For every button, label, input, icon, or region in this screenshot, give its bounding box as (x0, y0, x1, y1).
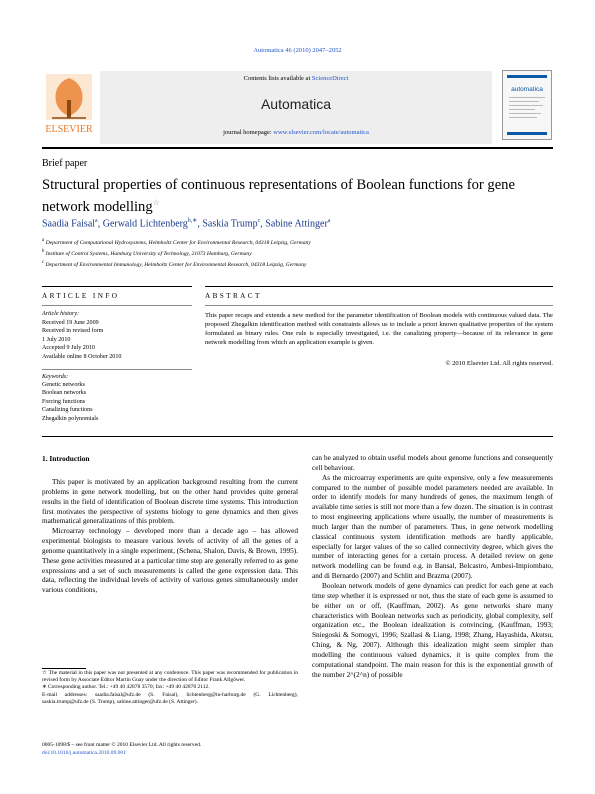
keyword: Boolean networks (42, 390, 87, 396)
author-affil-mark[interactable]: a (95, 218, 98, 224)
author-name[interactable]: Saadia Faisal (42, 218, 96, 230)
history-label: Article history: (42, 311, 80, 317)
keywords-rule (42, 369, 192, 370)
affiliation (42, 260, 307, 268)
journal-reference[interactable]: Automatica 46 (2010) 2047–2052 (253, 47, 342, 54)
abstract-heading: ABSTRACT (205, 292, 262, 300)
article-info-subrule (42, 305, 192, 306)
affiliation-mark: b (42, 249, 45, 254)
paper-title (42, 176, 557, 216)
footnote: ∗ Corresponding author. Tel.: +49 40 42878 3570; fax: +49 40 42878 2112. (42, 684, 210, 691)
affiliation-text: Institute of Control Systems, Hamburg University of Technology, 21073 Hamburg, Germany (45, 250, 252, 257)
copyright-notice: © 2010 Elsevier Ltd. All rights reserved. (445, 360, 553, 367)
history-item: Available online 8 October 2010 (42, 354, 122, 360)
affiliation-text: Department of Environmental Immunology, Helmholtz Center for Environmental Research, 04318 Leipzig, Germany (45, 261, 307, 268)
affiliation-mark: a (42, 238, 45, 243)
author-affil-mark[interactable]: b,∗ (187, 218, 198, 224)
body-paragraph: As the microarray experiments are quite expensive, only a few measurements compared to the number of possible model parameters needed are available. In order to identify models for many hundreds of genes, the maximum length of available time series is still not more than a few dozen. The situation is in contrast to most engineering applications where usually, the number of measurements is much larger than the number of parameters. Thus, in gene network modelling classical continuous system identification methods are hardly applicable, especially for larger values of the so called connectivity degree, which gives the number of interacting genes for a certain process. A detailed review on gene network modelling can be found e.g. in Bansal, Belcastro, Ambesi-Impiombato, and di Bernardo (2007) and Schlitt and Brazma (2007). (312, 473, 553, 581)
keyword: Zhegalkin polynomials (42, 416, 99, 422)
history-item: Received 19 June 2009 (42, 320, 99, 326)
affiliation-mark: c (42, 260, 45, 265)
body-rule (42, 436, 553, 437)
affiliation (42, 249, 252, 257)
body-paragraph: Boolean network models of gene dynamics can predict for each gene at each time step whether it is expressed or not, thus the state of each gene is assumed to be either on or off, (Kauffman, 2002). As gene networks share many characteristics with Boolean networks such as periodicity, global complexity, self organization etc., the Boolean idealization is convincing, (Kauffman, 1993; Sniegoski & Somogyi, 1996; Szallasi & Liang, 1998; Zhang, Hayashida, Akutsu, Ching, & Ng, 2007). Although this idealization might seem simpler than modelling the continuous valued dynamics, it is quite complex from the computational standpoint. The main reason for this is the exponential growth of the number 2^(2^n) of possible (312, 581, 553, 679)
article-type: Brief paper (42, 158, 88, 169)
homepage-line (100, 129, 492, 136)
contents-prefix: Contents lists available at (243, 75, 312, 82)
body-paragraph: can be analyzed to obtain useful models about genome functions and consequently cell behaviour. (312, 454, 553, 472)
author-name[interactable]: Sabine Attinger (265, 218, 328, 230)
article-info-heading: ARTICLE INFO (42, 292, 120, 300)
abstract-text: This paper recaps and extends a new method for the parameter identification of Boolean models with continuous valued data. The proposed Zhegalkin identification method with constraints allows us to include a priori known qualitative properties of the system formulated as binary rules. One rule is especially investigated, i.e. the canalizing property—because of its relevance in gene network modelling from which an application example is given. (205, 312, 553, 346)
body-paragraph: This paper is motivated by an application background resulting from the current problems in gene network modelling, but on the other hand provides quite general results in the field of identification of Boolean discrete time systems. This introduction first motivates the perspective of systems biology to gene dynamics and then gives mathematical generalizations of this problem. (42, 478, 298, 526)
sciencedirect-link[interactable]: ScienceDirect (311, 75, 349, 82)
paper-title-text: Structural properties of continuous representations of Boolean functions for gene network modelling (42, 177, 515, 215)
keywords-label: Keywords: (42, 374, 69, 380)
body-column-left (42, 478, 298, 596)
affiliation-text: Department of Computational Hydrosystems, Helmholtz Center for Environmental Research, 04318 Leipzig, Germany (45, 239, 311, 246)
abstract-subrule (205, 305, 553, 306)
footnote: ☆ The material in this paper was not presented at any conference. This paper was recommended for publication in revised form by Associate Editor Martin Guay under the direction of Editor Frank Allgöwer. (42, 670, 298, 684)
header-rule (42, 147, 553, 149)
title-footnote-mark[interactable]: ☆ (152, 198, 160, 207)
body-column-right (312, 454, 553, 680)
author-affil-mark[interactable]: a (327, 218, 331, 224)
journal-cover-thumbnail (502, 70, 552, 140)
affiliation (42, 238, 311, 246)
author-affil-mark[interactable]: c (257, 218, 261, 224)
doi-link[interactable]: doi:10.1016/j.automatica.2010.09.001 (42, 749, 126, 756)
abstract-rule (205, 286, 553, 287)
keyword: Canalizing functions (42, 407, 93, 413)
journal-name: Automatica (260, 96, 332, 112)
svg-text:automatica: automatica (511, 86, 543, 93)
front-matter (42, 742, 201, 757)
footnote-rule (42, 668, 86, 669)
author-list: Saadia Faisal$^a$, Gerwald Lichtenberg$^{b,∗}$, Saskia Trump$^c$, Sabine Attinger$^a$ (42, 218, 331, 230)
contents-line (100, 75, 492, 82)
homepage-link[interactable]: www.elsevier.com/locate/automatica (273, 129, 369, 136)
history-item: 1 July 2010 (42, 337, 71, 343)
history-item: Accepted 9 July 2010 (42, 345, 95, 351)
article-info-rule (42, 286, 192, 287)
body-paragraph: Microarray technology – developed more than a decade ago – has allowed experimental biologists to measure various levels of activity of all the genes of a genome quantitatively in a single experiment, (Schena, Shalon, Davis, & Brown, 1995). These gene activities measured at a particular time step are generally referred to as gene expressions and a set of such measurements is called the gene expression data. This data, reflecting the individual levels of activity of various genes simultaneously under various conditions, (42, 527, 298, 595)
keyword: Genetic networks (42, 382, 85, 388)
footnotes (42, 670, 298, 706)
author-name[interactable]: Saskia Trump (202, 218, 258, 230)
footnote: E-mail addresses: saadia.faisal@ufz.de (S. Faisal), lichtenberg@tu-harburg.de (G. Lichtenberg), saskia.trump@ufz.de (S. Trump), sabine.attinger@ufz.de (S. Attinger). (42, 691, 298, 705)
keyword: Forcing functions (42, 399, 86, 405)
homepage-prefix: journal homepage: (223, 129, 274, 136)
issn-line: 0005-1098/$ – see front matter © 2010 Elsevier Ltd. All rights reserved. (42, 742, 202, 748)
svg-text:ELSEVIER: ELSEVIER (45, 124, 93, 135)
history-item: Received in revised form (42, 328, 104, 334)
section-heading: 1. Introduction (42, 454, 90, 463)
elsevier-logo (42, 72, 96, 136)
author-name[interactable]: Gerwald Lichtenberg (102, 218, 188, 230)
